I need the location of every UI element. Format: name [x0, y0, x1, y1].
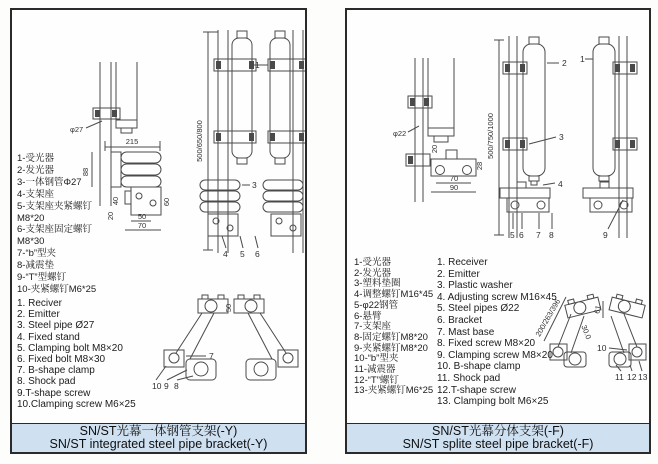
parts-list-item: 9.T-shape screw	[17, 387, 91, 399]
parts-list-item: 7-“b”型夹	[17, 248, 57, 260]
dim-50: 50	[137, 212, 147, 221]
parts-list-item: 11. Shock pad	[437, 372, 501, 384]
parts-list-item: M8*20	[17, 212, 45, 224]
parts-list-item: 1. Reciver	[17, 298, 63, 309]
parts-list-item: 1-受光器	[354, 257, 391, 268]
parts-list-english	[17, 298, 136, 410]
part-label-2: 2	[562, 58, 567, 68]
part-label-13: 13	[638, 372, 648, 382]
parts-list-item: 10.Clamping screw M6×25	[17, 398, 136, 410]
parts-list-item: 1. Receiver	[437, 257, 488, 268]
part-label-4: 4	[223, 249, 228, 259]
parts-list-item: 12-“T”螺钉	[354, 374, 399, 386]
parts-list-item: M8*30	[17, 236, 45, 248]
part-label-9: 9	[164, 381, 169, 391]
parts-list-item: 7. B-shape clamp	[17, 365, 95, 377]
dim-20: 20	[430, 144, 439, 154]
dim-90: 90	[449, 183, 459, 192]
part-label-5: 5	[240, 249, 245, 259]
part-label-6: 6	[519, 230, 524, 240]
parts-list-item: 8-减震垫	[17, 260, 54, 272]
part-label-5: 5	[510, 230, 515, 240]
part-label-4: 4	[558, 179, 563, 189]
parts-list-item: 4-支架座	[17, 188, 54, 200]
dim-pipe-diameter: φ22	[393, 129, 407, 138]
part-label-12: 12	[627, 372, 637, 382]
part-label-3: 3	[559, 132, 564, 142]
v-bracket-view	[152, 295, 298, 391]
panel-title-bar	[12, 423, 305, 452]
part-label-1: 1	[580, 54, 585, 64]
dim-20: 20	[106, 211, 115, 221]
parts-list-item: 5. Clamping bolt M8×20	[17, 342, 123, 354]
parts-list-item: 10. B-shape clamp	[437, 361, 521, 373]
parts-list-item: 3. Plastic washer	[437, 280, 513, 292]
parts-list-item: 11-减震器	[354, 364, 396, 376]
parts-list-item: 12.T-shape screw	[437, 384, 516, 396]
part-label-9: 9	[603, 230, 608, 240]
dim-70: 70	[449, 174, 459, 183]
part-label-10: 10	[152, 381, 162, 391]
part-label-7: 7	[209, 351, 214, 361]
part-label-7: 7	[536, 230, 541, 240]
parts-list-item: 13-夹紧螺钉M6*25	[354, 385, 434, 397]
panel-title-english: SN/ST integrated steel pipe bracket(-Y)	[49, 437, 268, 451]
front-view	[195, 30, 305, 259]
parts-list-item: 3-塑料垫圈	[354, 278, 401, 290]
parts-list-item: 9-“T”型螺钉	[17, 272, 67, 284]
parts-list-item: 2. Emitter	[437, 268, 480, 280]
parts-list-item: 6-支架座固定螺钉	[17, 224, 92, 236]
parts-list-item: 13. Clamping bolt M6×25	[437, 396, 549, 408]
parts-list-item: 8. Shock pad	[17, 376, 76, 388]
parts-list-item: 5. Steel pipes Ø22	[437, 303, 520, 315]
parts-list-item: 5-φ22钢管	[354, 299, 399, 311]
parts-list-item: 10-夹紧螺钉M6*25	[17, 283, 97, 295]
dim-40: 40	[111, 196, 120, 206]
part-label-8: 8	[549, 230, 554, 240]
parts-list-item: 8. Fixed screw M8×20	[437, 338, 536, 350]
part-label-1: 1	[255, 60, 260, 70]
dim-pipe-length: 500/750/1000	[486, 113, 495, 159]
dim-60: 60	[162, 197, 171, 207]
part-label-6: 6	[255, 249, 260, 259]
front-view	[486, 36, 637, 240]
dim-28: 28	[475, 161, 484, 171]
dim-pipe-diameter: φ27	[70, 125, 84, 134]
parts-list-item: 2. Emitter	[17, 309, 60, 321]
dim-88: 88	[81, 167, 90, 177]
part-label-3: 3	[252, 180, 257, 190]
parts-list-item: 4-调整螺钉M16*45	[354, 289, 434, 301]
parts-list-chinese	[354, 258, 433, 397]
dim-70: 70	[137, 221, 147, 230]
parts-list-item: 3-一体钢管Φ27	[17, 176, 82, 188]
dim-pipe-length: 500/650/800	[195, 120, 204, 162]
parts-list-item: 1-受光器	[17, 153, 54, 164]
dim-30: 30.0	[579, 323, 594, 341]
parts-list-english	[437, 257, 557, 408]
parts-list-item: 10-“b”型夹	[354, 353, 399, 365]
parts-list-item: 2-发光器	[354, 267, 391, 279]
panel-title-chinese: SN/ST光幕一体钢管支架(-Y)	[79, 423, 238, 438]
parts-list-item: 9-夹紧螺钉M8*20	[354, 342, 428, 354]
part-label-11: 11	[615, 372, 624, 382]
dim-215: 215	[125, 137, 139, 146]
parts-list-item: 5-支架座夹紧螺钉	[17, 200, 92, 212]
part-label-10: 10	[597, 343, 607, 353]
parts-list-item: 7-支架座	[354, 321, 391, 333]
parts-list-item: 9. Clamping screw M8×20	[437, 349, 553, 361]
dim-arm-length: 200/263/396	[533, 297, 563, 339]
panel-title-chinese: SN/ST光幕分体支架(-F)	[432, 423, 564, 438]
panel-title-bar	[347, 423, 649, 452]
parts-list-chinese	[17, 153, 96, 296]
parts-list-item: 8-固定螺钉M8*20	[354, 331, 428, 343]
parts-list-item: 6. Bracket	[437, 314, 483, 326]
parts-list-item: 2-发光器	[17, 164, 54, 176]
dim-v-top: 50	[224, 303, 233, 313]
panel-integrated-bracket	[10, 8, 307, 454]
dim-61: 61	[592, 304, 603, 315]
side-view	[393, 58, 484, 202]
panel-splite-bracket	[345, 8, 651, 454]
parts-list-item: 3. Steel pipe Ø27	[17, 320, 95, 332]
parts-list-item: 4. Adjusting screw M16×45	[437, 291, 557, 303]
parts-list-item: 4. Fixed stand	[17, 331, 80, 343]
panel-title-english: SN/ST splite steel pipe bracket(-F)	[402, 437, 594, 451]
parts-list-item: 7. Mast base	[437, 326, 495, 338]
part-label-8: 8	[174, 381, 179, 391]
parts-list-item: 6-悬臂	[354, 310, 382, 322]
parts-list-item: 6. Fixed bolt M8×30	[17, 354, 106, 366]
